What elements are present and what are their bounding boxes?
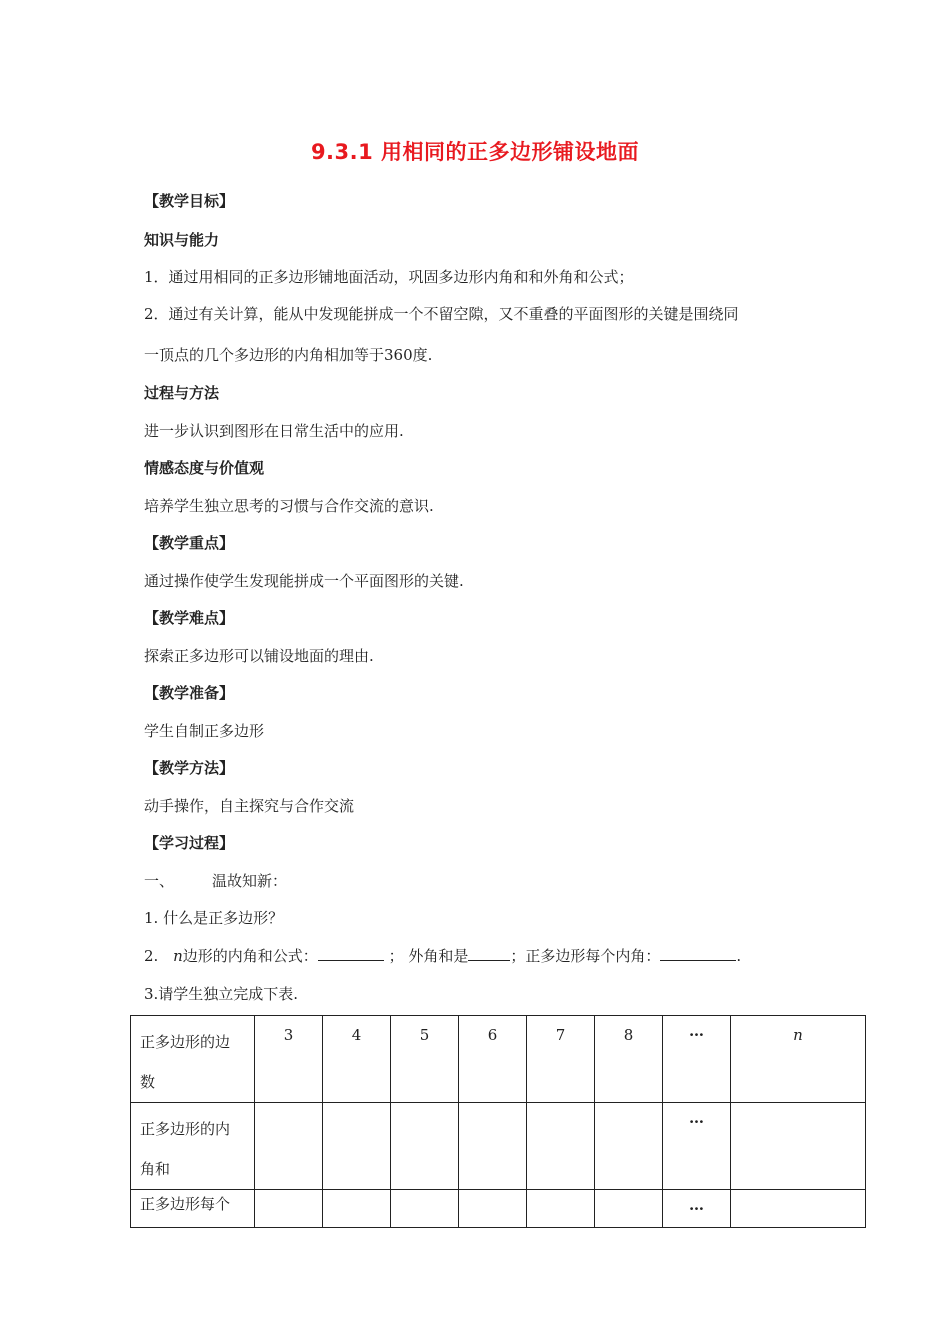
difficulty-heading: 【教学难点】 <box>144 609 235 627</box>
row-header-each-angle: 正多边形每个 <box>131 1190 255 1228</box>
table-cell[interactable] <box>731 1190 866 1228</box>
table-cell: 6 <box>459 1016 527 1103</box>
table-cell[interactable] <box>255 1190 323 1228</box>
method-heading: 【教学方法】 <box>144 759 235 777</box>
difficulty-text: 探索正多边形可以铺设地面的理由. <box>144 647 374 665</box>
table-cell[interactable] <box>595 1103 663 1190</box>
table-row <box>131 1103 866 1190</box>
question-3: 3.请学生独立完成下表. <box>144 985 299 1003</box>
review-text: 温故知新： <box>212 872 288 890</box>
table-cell[interactable] <box>731 1103 866 1190</box>
row-header-sides: 正多边形的边 数 <box>131 1016 255 1103</box>
learning-heading: 【学习过程】 <box>144 834 235 852</box>
question-2-part-b: ； 外角和是 <box>388 947 469 965</box>
table-cell: 7 <box>527 1016 595 1103</box>
question-2-variable: n <box>173 947 183 965</box>
table-cell[interactable] <box>323 1190 391 1228</box>
table-cell: … <box>663 1103 731 1190</box>
knowledge-item-2a: 2．通过有关计算，能从中发现能拼成一个不留空隙，又不重叠的平面图形的关键是围绕同 <box>144 305 739 323</box>
question-2 <box>144 945 741 966</box>
question-2-part-a: 边形的内角和公式： <box>182 947 318 965</box>
each-angle-blank[interactable] <box>660 946 736 961</box>
table-cell: n <box>731 1016 866 1103</box>
knowledge-item-2b: 一顶点的几个多边形的内角相加等于360度. <box>144 346 433 364</box>
table-cell[interactable] <box>391 1190 459 1228</box>
table-cell[interactable] <box>391 1103 459 1190</box>
emotion-text: 培养学生独立思考的习惯与合作交流的意识. <box>144 497 434 515</box>
polygon-table <box>130 1015 866 1228</box>
table-row <box>131 1190 866 1228</box>
knowledge-heading: 知识与能力 <box>144 231 220 249</box>
prep-text: 学生自制正多边形 <box>144 722 265 740</box>
exterior-sum-blank[interactable] <box>468 946 510 961</box>
review-line <box>144 870 287 891</box>
question-1: 1. 什么是正多边形？ <box>144 909 284 927</box>
table-cell: … <box>663 1190 731 1228</box>
table-cell: 8 <box>595 1016 663 1103</box>
prep-heading: 【教学准备】 <box>144 684 235 702</box>
knowledge-item-1: 1．通过用相同的正多边形铺地面活动，巩固多边形内角和和外角和公式； <box>144 268 634 286</box>
table-row <box>131 1016 866 1103</box>
table-cell[interactable] <box>527 1103 595 1190</box>
table-cell: 3 <box>255 1016 323 1103</box>
table-cell[interactable] <box>527 1190 595 1228</box>
process-text: 进一步认识到图形在日常生活中的应用. <box>144 422 404 440</box>
question-2-part-c: ；正多边形每个内角： <box>510 947 661 965</box>
table-cell[interactable] <box>323 1103 391 1190</box>
table-cell[interactable] <box>459 1190 527 1228</box>
emotion-heading: 情感态度与价值观 <box>144 459 265 477</box>
question-2-number: 2. <box>144 947 159 965</box>
table-cell[interactable] <box>459 1103 527 1190</box>
table-cell[interactable] <box>255 1103 323 1190</box>
table-cell: … <box>663 1016 731 1103</box>
interior-sum-blank[interactable] <box>318 946 384 961</box>
method-text: 动手操作，自主探究与合作交流 <box>144 797 355 815</box>
process-heading: 过程与方法 <box>144 384 220 402</box>
goals-heading: 【教学目标】 <box>144 192 235 210</box>
table-cell: 4 <box>323 1016 391 1103</box>
table-cell[interactable] <box>595 1190 663 1228</box>
key-text: 通过操作使学生发现能拼成一个平面图形的关键. <box>144 572 464 590</box>
review-number: 一、 <box>144 872 175 890</box>
row-header-interior-sum: 正多边形的内 角和 <box>131 1103 255 1190</box>
table-cell: 5 <box>391 1016 459 1103</box>
page-title: 9.3.1 用相同的正多边形铺设地面 <box>310 140 640 164</box>
question-2-end: . <box>736 947 742 965</box>
key-heading: 【教学重点】 <box>144 534 235 552</box>
